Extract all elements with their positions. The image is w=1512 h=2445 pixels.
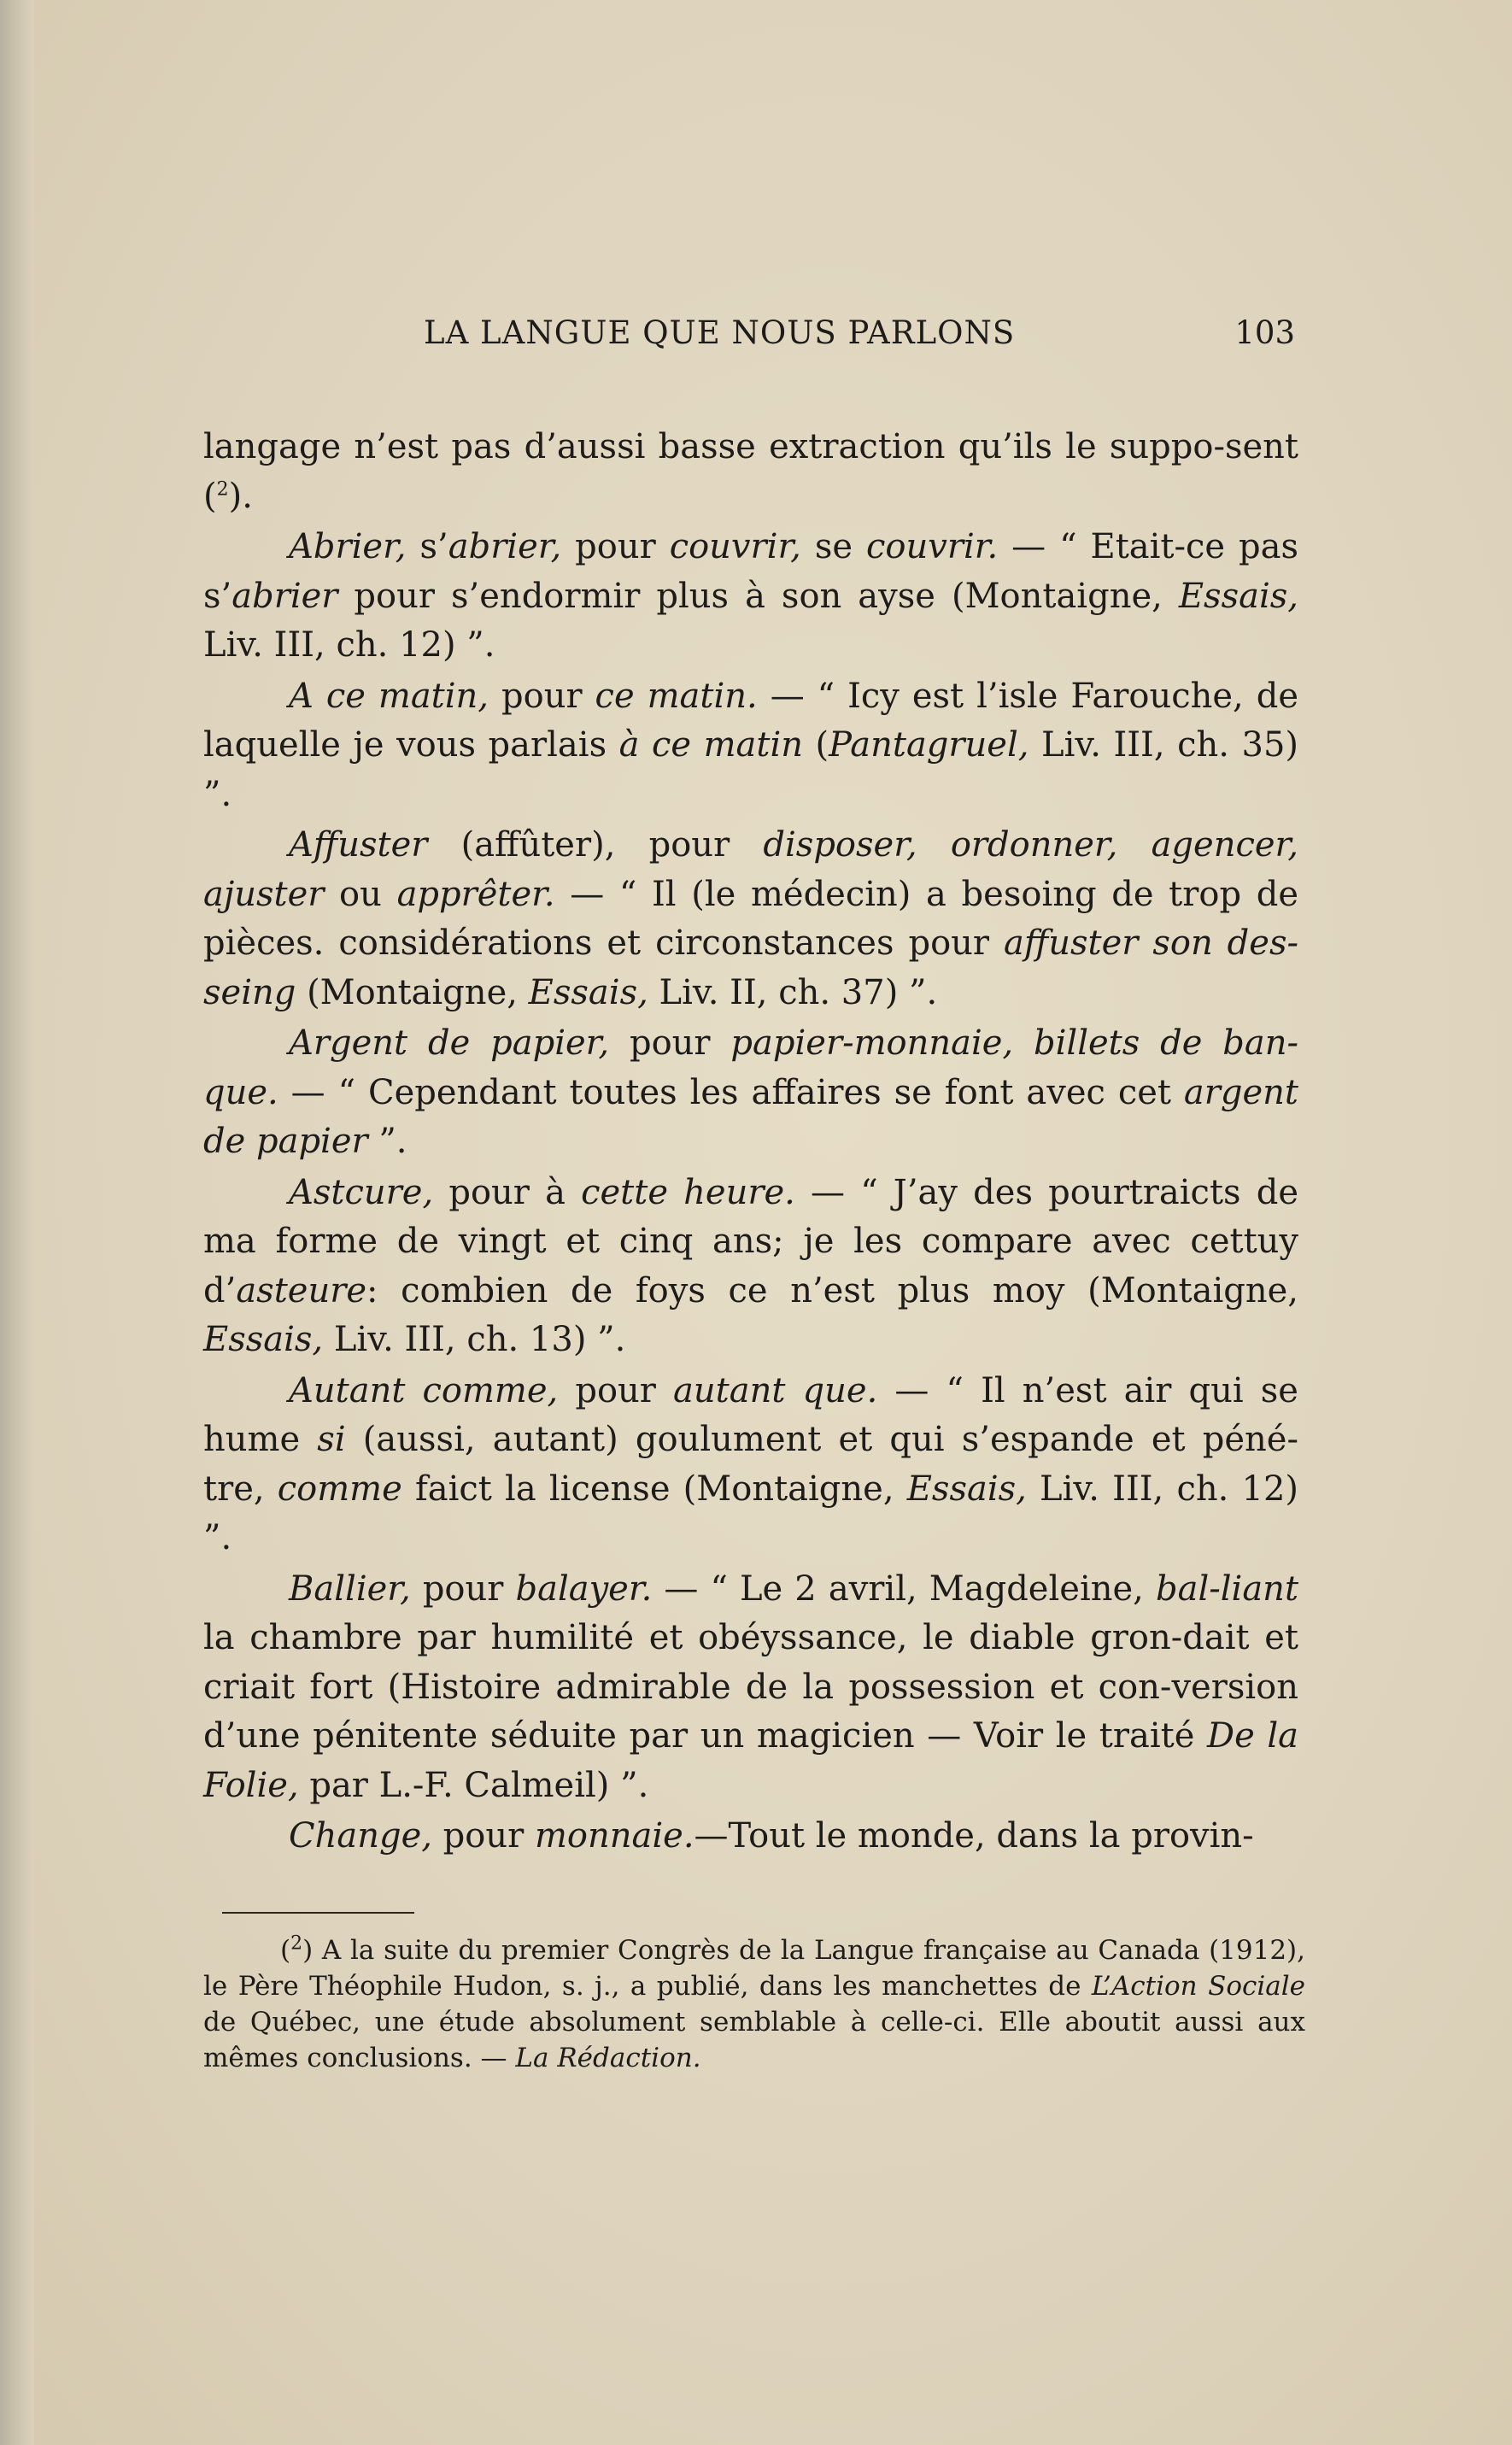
text: par L.-F. Calmeil) ”. — [298, 1765, 649, 1805]
italic-text: affuster son des-seing — [203, 923, 1299, 1012]
headword: Affuster — [289, 825, 428, 865]
footnote-rule — [222, 1912, 414, 1914]
italic-text: cette heure. — [581, 1172, 795, 1212]
entry-astcure — [203, 1169, 1298, 1365]
italic-text: balayer. — [515, 1568, 653, 1609]
italic-text: asteure — [236, 1270, 367, 1310]
entry-affuster — [203, 821, 1298, 1017]
page-gutter — [0, 0, 34, 2445]
text: se — [800, 527, 866, 566]
text: pour — [558, 1370, 674, 1410]
text: — “ Le 2 avril, Magdeleine, — [652, 1568, 1156, 1609]
entry-abrier — [203, 523, 1298, 671]
italic-text: à ce matin — [618, 725, 804, 765]
text: Liv. III, ch. 13) ”. — [323, 1320, 626, 1359]
text: (affûter), pour — [427, 825, 764, 865]
text: — “ Il n’est air qui se hume — [203, 1370, 1298, 1459]
text: de Québec, une étude absolument semblable à celle-ci. Elle aboutit aussi aux mêmes conclusions. — — [203, 2007, 1305, 2073]
italic-text: papier-monnaie, billets de ban-que. — [203, 1023, 1299, 1112]
italic-text: abrier, — [448, 527, 562, 566]
text: pour — [431, 1816, 535, 1856]
text: ”. — [367, 1122, 407, 1161]
text: — “ J’ay des pourtraicts de ma forme de vingt et cinq ans; je les compare avec cettuy d’ — [203, 1172, 1298, 1310]
italic-text: couvrir, — [669, 527, 801, 566]
entry-change — [203, 1812, 1298, 1862]
footnote-ref: 2 — [216, 478, 229, 501]
italic-text: apprêter. — [396, 874, 555, 914]
entry-autant-comme — [203, 1367, 1298, 1563]
text: faict la license (Montaigne, — [401, 1469, 907, 1509]
headword: Abrier, — [289, 527, 407, 566]
entry-argent-de-papier — [203, 1019, 1298, 1167]
page-number: 103 — [1234, 314, 1295, 351]
text: — “ Il (le médecin) a besoing de trop de pièces. considérations et circonstances pour — [203, 874, 1298, 963]
italic-text: Pantagruel, — [829, 725, 1029, 765]
text: —Tout le monde, dans la provin- — [694, 1816, 1254, 1856]
footnote — [203, 1932, 1305, 2076]
headword: Ballier, — [289, 1568, 411, 1609]
entry-a-ce-matin — [203, 672, 1298, 820]
headword: Astcure, — [289, 1172, 434, 1212]
italic-text: disposer, ordonner, agencer, ajuster — [203, 825, 1298, 914]
text: (aussi, autant) goulument et qui s’espande et péné-tre, — [203, 1420, 1298, 1509]
footnote-number: 2 — [290, 1932, 303, 1955]
italic-text: Essais, — [528, 972, 648, 1012]
text: Liv. III, ch. 35) ”. — [203, 725, 1299, 814]
text: ou — [324, 874, 397, 914]
italic-text: Essais, — [906, 1469, 1027, 1509]
headword: A ce matin, — [289, 676, 489, 716]
italic-text: autant que. — [673, 1370, 878, 1410]
italic-text: comme — [277, 1469, 402, 1509]
italic-text: ce matin. — [595, 676, 758, 716]
text: (Montaigne, — [296, 972, 529, 1012]
italic-text: De la Folie, — [203, 1716, 1298, 1805]
running-header — [202, 314, 1295, 362]
italic-text: monnaie. — [534, 1816, 694, 1856]
text: ( — [803, 725, 829, 765]
text: pour — [561, 527, 670, 566]
text: Liv. II, ch. 37) ”. — [648, 972, 938, 1012]
italic-text: Essais, — [1178, 576, 1298, 616]
headword: Autant comme, — [289, 1370, 559, 1410]
text: — “ Icy est l’isle Farouche, de laquelle je vous parlais — [203, 676, 1299, 765]
italic-text: L’Action Sociale — [1091, 1971, 1305, 2002]
italic-text: argent de papier — [203, 1072, 1298, 1161]
italic-text: abrier — [231, 576, 338, 616]
text: s’ — [406, 527, 448, 566]
text: la chambre par humilité et obéyssance, le diable gron-dait et criait fort (Histoire admirable de la possession et con-version d’une pénitente séduite par un magicien — Voir le traité — [203, 1618, 1298, 1756]
text: — “ Etait-ce pas s’ — [203, 527, 1299, 616]
italic-text: Essais, — [203, 1320, 324, 1359]
text: Liv. III, ch. 12) ”. — [203, 1469, 1299, 1557]
headword: Change, — [289, 1816, 432, 1856]
text: ). — [228, 476, 253, 516]
paragraph-continuation — [203, 423, 1298, 521]
italic-text: bal-liant — [1155, 1568, 1299, 1609]
text: Liv. III, ch. 12) ”. — [203, 625, 495, 665]
italic-text: couvrir. — [866, 527, 999, 566]
text: pour — [609, 1023, 731, 1063]
footnote-text: ($^2$) A la suite du premier Congrès de la Langue française au Canada (1912), le Père Théophile Hudon, s. j., a publié, dans les manchettes de L’Action Sociale de Québec, une étude absolument semblable à celle-ci. Elle aboutit aussi aux mêmes conclusions. — La Rédaction. — [203, 1932, 1305, 2073]
text: A la suite du premier Congrès de la Langue française au Canada (1912), le Père Théophile Hudon, s. j., a publié, dans les manchettes de — [203, 1935, 1305, 2002]
text: pour — [489, 676, 595, 716]
text: : combien de foys ce n’est plus moy (Montaigne, — [366, 1270, 1298, 1310]
body-text — [203, 423, 1298, 1862]
text: pour — [410, 1568, 516, 1609]
running-title: LA LANGUE QUE NOUS PARLONS — [424, 314, 1016, 351]
italic-text: La Rédaction. — [515, 2043, 701, 2073]
italic-text: si — [317, 1420, 346, 1459]
text: — “ Cependant toutes les affaires se font avec cet — [278, 1072, 1184, 1112]
headword: Argent de papier, — [289, 1023, 610, 1063]
text: langage n’est pas d’aussi basse extraction qu’ils le suppo-sent ( — [203, 427, 1298, 516]
text: pour à — [433, 1172, 582, 1212]
entry-ballier — [203, 1565, 1298, 1811]
text: pour s’endormir plus à son ayse (Montaigne, — [337, 576, 1179, 616]
